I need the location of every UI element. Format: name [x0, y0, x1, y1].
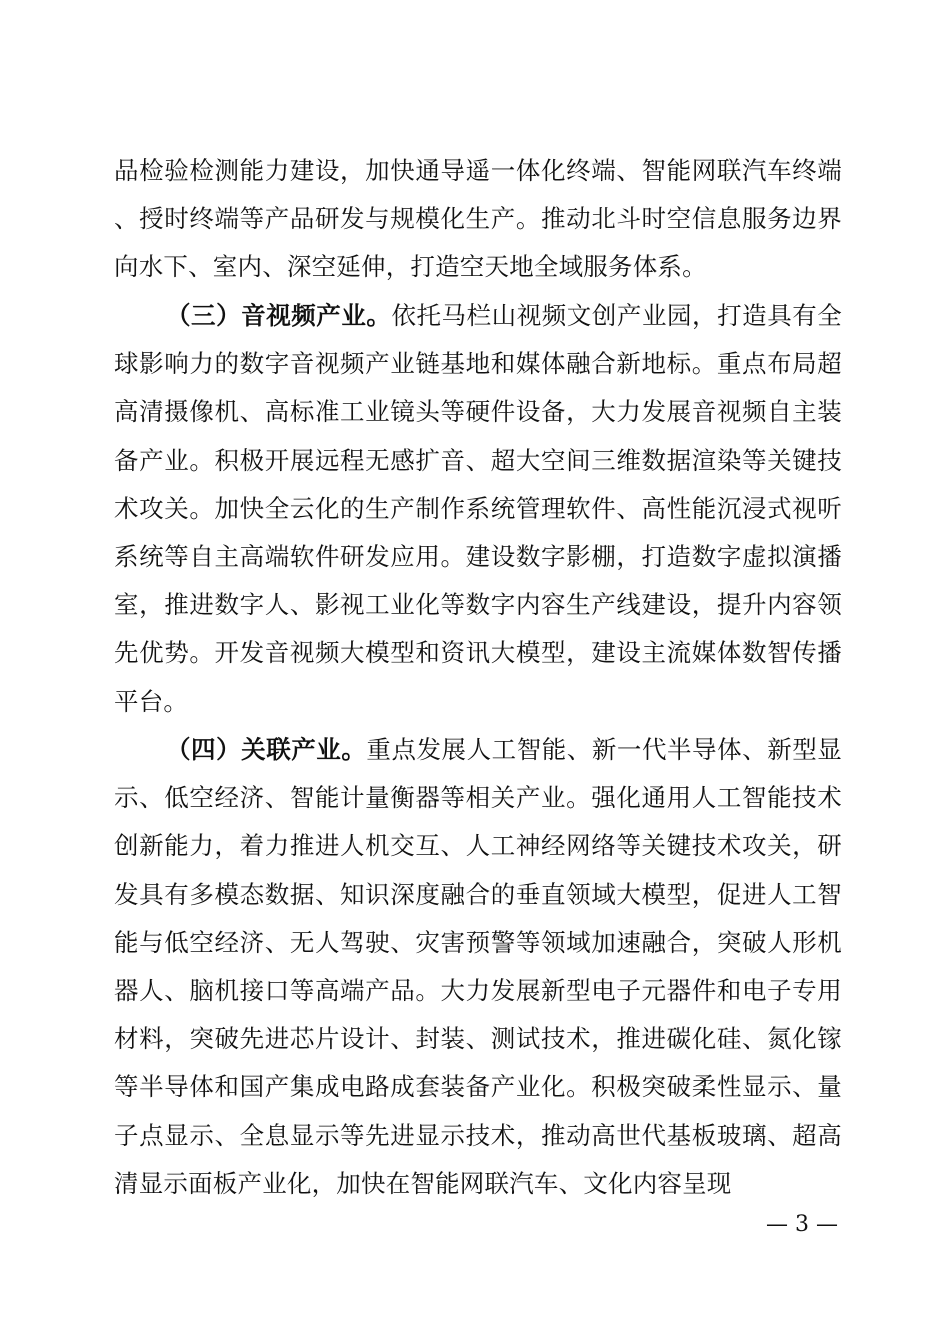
section-heading-related-industries: （四）关联产业。	[166, 735, 367, 764]
paragraph-1	[114, 147, 842, 292]
section-heading-audio-video: （三）音视频产业。	[166, 301, 392, 330]
paragraph-2	[114, 292, 842, 726]
paragraph-2-text: 依托马栏山视频文创产业园，打造具有全球影响力的数字音视频产业链基地和媒体融合新地标。重点布局超高清摄像机、高标准工业镜头等硬件设备，大力发展音视频自主装备产业。积极开展远程无感扩音、超大空间三维数据渲染等关键技术攻关。加快全云化的生产制作系统管理软件、高性能沉浸式视听系统等自主高端软件研发应用。建设数字影棚，打造数字虚拟演播室，推进数字人、影视工业化等数字内容生产线建设，提升内容领先优势。开发音视频大模型和资讯大模型，建设主流媒体数智传播平台。	[114, 301, 842, 716]
page-number: — 3 —	[766, 1212, 838, 1237]
paragraph-3	[114, 726, 842, 1208]
paragraph-3-text: 重点发展人工智能、新一代半导体、新型显示、低空经济、智能计量衡器等相关产业。强化通用人工智能技术创新能力，着力推进人机交互、人工神经网络等关键技术攻关，研发具有多模态数据、知识深度融合的垂直领域大模型，促进人工智能与低空经济、无人驾驶、灾害预警等领域加速融合，突破人形机器人、脑机接口等高端产品。大力发展新型电子元器件和电子专用材料，突破先进芯片设计、封装、测试技术，推进碳化硅、氮化镓等半导体和国产集成电路成套装备产业化。积极突破柔性显示、量子点显示、全息显示等先进显示技术，推动高世代基板玻璃、超高清显示面板产业化，加快在智能网联汽车、文化内容呈现	[114, 735, 842, 1198]
paragraph-1-text: 品检验检测能力建设，加快通导遥一体化终端、智能网联汽车终端、授时终端等产品研发与规模化生产。推动北斗时空信息服务边界向水下、室内、深空延伸，打造空天地全域服务体系。	[114, 156, 842, 282]
